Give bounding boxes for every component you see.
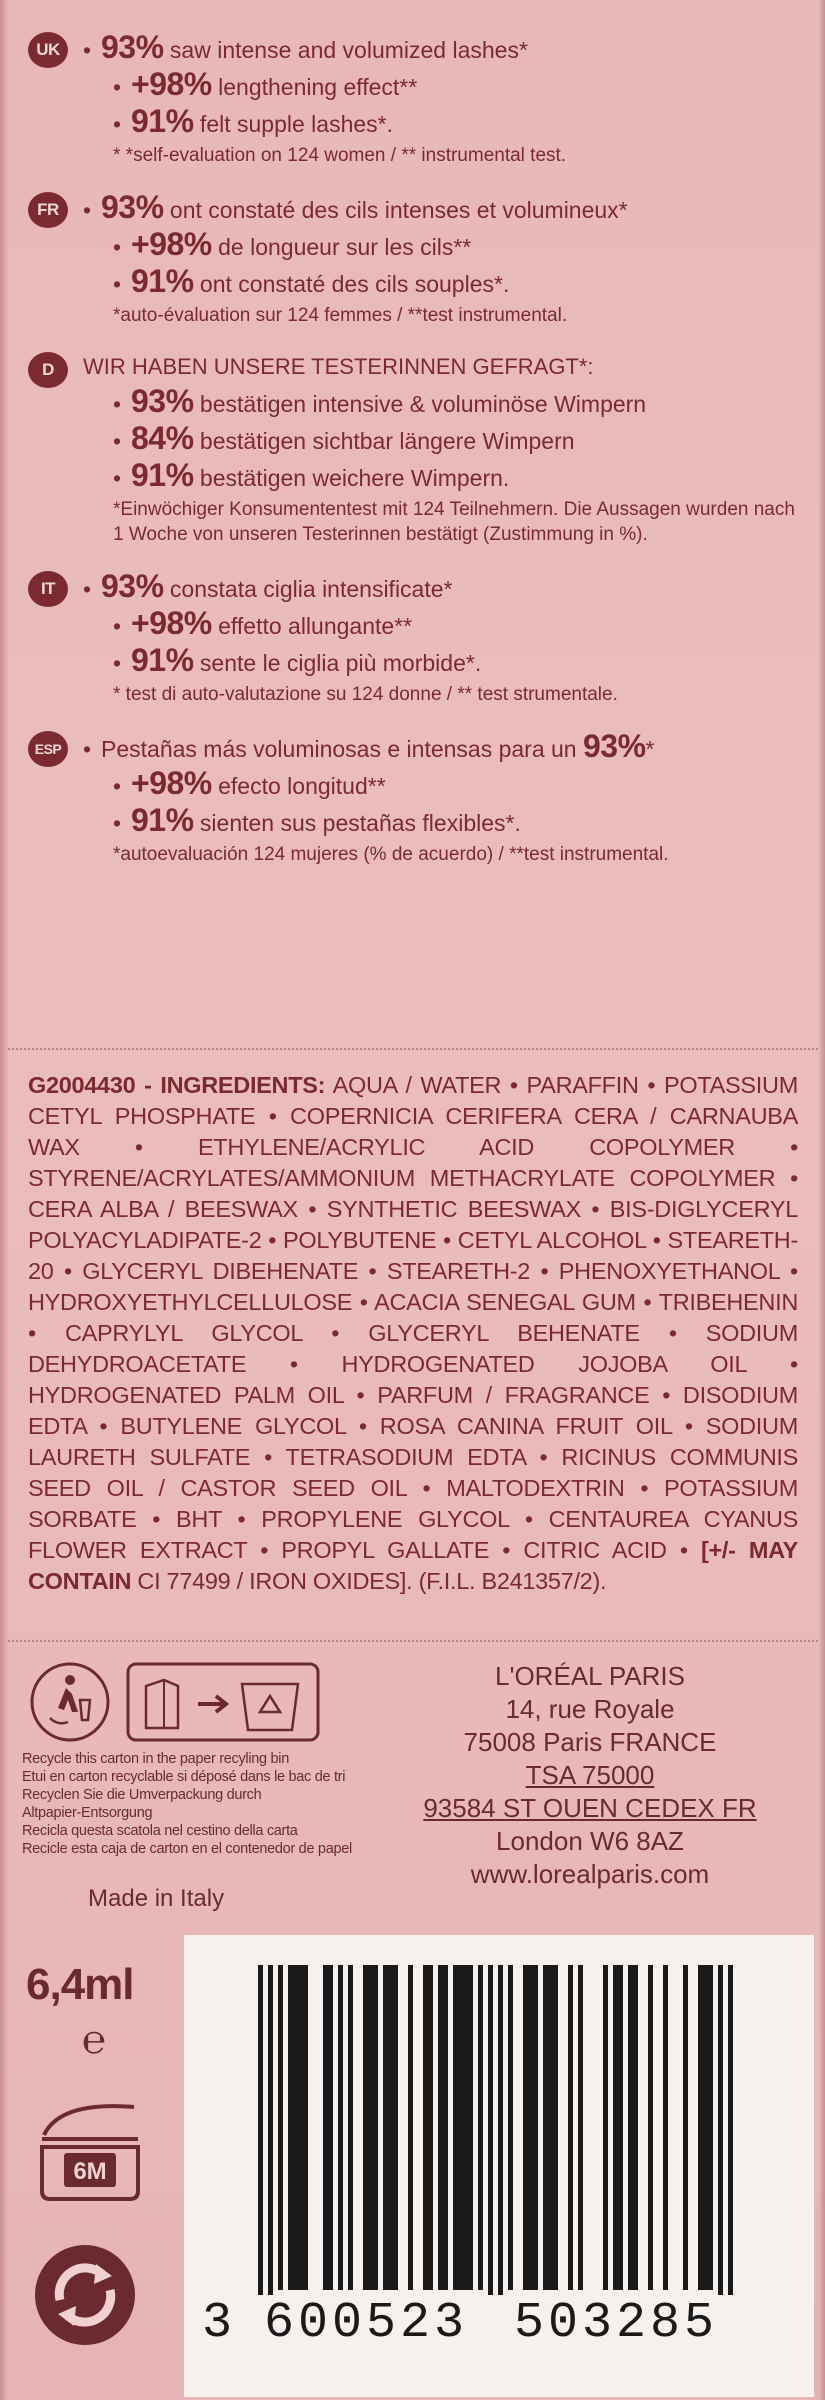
barcode-bar: [543, 1965, 548, 2290]
may-contain-label: [+/- MAY CONTAIN: [28, 1537, 798, 1594]
barcode-bar: [293, 1965, 298, 2290]
claims-de: [28, 350, 808, 547]
box-edge-left: [0, 0, 8, 2400]
claims-it: [28, 569, 808, 707]
language-badge-de: D: [28, 352, 68, 388]
barcode-bar: [458, 1965, 463, 2290]
barcode-bar: [703, 1965, 708, 2290]
dotted-divider: [8, 1640, 818, 1642]
claim-line: • 91% sente le ciglia più morbide*.: [113, 642, 482, 678]
barcode-bar: [258, 1965, 263, 2295]
claims-uk: [28, 30, 808, 168]
address-london: London W6 8AZ: [496, 1826, 684, 1856]
ingredients-tail: CI 77499 / IRON OXIDES]. (F.I.L. B241357/2).: [131, 1568, 607, 1594]
claim-line: • 91% bestätigen weichere Wimpern.: [113, 457, 510, 493]
barcode-bar: [363, 1965, 368, 2290]
claim-line: • 93% constata ciglia intensificate*: [83, 568, 453, 604]
claim-line: • +98% efecto longitud**: [113, 765, 386, 801]
barcode-bar: [683, 1965, 688, 2290]
barcode-bar: [423, 1965, 428, 2290]
claim-line: • +98% de longueur sur les cils**: [113, 226, 472, 262]
barcode-bar: [508, 1965, 513, 2290]
barcode-bar: [478, 1965, 483, 2290]
address-street: 14, rue Royale: [505, 1694, 675, 1724]
claim-line: • 93% ont constaté des cils intenses et volumineux*: [83, 189, 628, 225]
barcode-bar: [533, 1965, 538, 2290]
recycling-instructions: [22, 1750, 442, 1858]
barcode-bar: [568, 1965, 573, 2290]
barcode-bar: [453, 1965, 458, 2290]
language-badge-fr: FR: [28, 192, 68, 228]
claim-footnote: *Einwöchiger Konsumententest mit 124 Teilnehmern. Die Aussagen wurden nach 1 Woche von unseren Testerinnen bestätigt (Zustimmung in %).: [113, 499, 795, 545]
address-cedex: 93584 ST OUEN CEDEX FR: [423, 1793, 757, 1823]
claim-line: • 91% ont constaté des cils souples*.: [113, 263, 510, 299]
claim-line: • +98% effetto allungante**: [113, 605, 413, 641]
language-badge-uk: UK: [28, 32, 68, 68]
period-after-opening-icon: [30, 2095, 150, 2210]
barcode-bar: [618, 1965, 623, 2290]
claim-footnote: * *self-evaluation on 124 women / ** instrumental test.: [113, 145, 567, 166]
barcode-bar: [393, 1965, 398, 2290]
barcode-bar: [443, 1965, 448, 2290]
barcode-bar: [328, 1965, 333, 2290]
claim-line: • 93% bestätigen intensive & voluminöse Wimpern: [113, 383, 647, 419]
barcode-bar: [468, 1965, 473, 2290]
ingredients-items: AQUA / WATER • PARAFFIN • POTASSIUM CETYL PHOSPHATE • COPERNICIA CERIFERA CERA / CARNAUBA WAX • ETHYLENE/ACRYLIC ACID COPOLYMER • STYRENE/ACRYLATES/AMMONIUM METHACRYLATE COPOLYMER • CERA ALBA / BEESWAX • SYNTHETIC BEESWAX • BIS-DIGLYCERYL POLYACYLADIPATE-2 • POLYBUTENE • CETYL ALCOHOL • STEARETH-20 • GLYCERYL DIBEHENATE • STEARETH-2 • PHENOXYETHANOL • HYDROXYETHYLCELLULOSE • ACACIA SENEGAL GUM • TRIBEHENIN • CAPRYLYL GLYCOL • GLYCERYL BEHENATE • SODIUM DEHYDROACETATE • HYDROGENATED JOJOBA OIL • HYDROGENATED PALM OIL • PARFUM / FRAGRANCE • DISODIUM EDTA • BUTYLENE GLYCOL • ROSA CANINA FRUIT OIL • SODIUM LAURETH SULFATE • TETRASODIUM EDTA • RICINUS COMMUNIS SEED OIL / CASTOR SEED OIL • MALTODEXTRIN • POTASSIUM SORBATE • BHT • PROPYLENE GLYCOL • CENTAUREA CYANUS FLOWER EXTRACT • PROPYL GALLATE • CITRIC ACID •: [28, 1072, 798, 1563]
barcode-bar: [628, 1965, 633, 2290]
barcode-bar: [388, 1965, 393, 2290]
barcode-bar: [648, 1965, 653, 2290]
barcode-left-digits: 600523: [264, 2295, 469, 2352]
address-tsa: TSA 75000: [525, 1760, 655, 1790]
ingredients-list: [28, 1070, 798, 1597]
barcode-bar: [523, 1965, 528, 2290]
barcode-bar: [463, 1965, 468, 2290]
barcode-bar: [298, 1965, 303, 2290]
barcode-first-digit: 3: [202, 2295, 237, 2352]
address-city: 75008 Paris FRANCE: [463, 1727, 717, 1757]
claims-section: [28, 30, 808, 867]
estimated-sign-icon: ℮: [82, 2018, 107, 2062]
barcode-right-digits: 503285: [514, 2295, 719, 2352]
barcode-bars: [184, 1935, 814, 2295]
barcode-bar: [373, 1965, 378, 2290]
barcode-bar: [718, 1965, 723, 2295]
barcode-bar: [663, 1965, 668, 2290]
address-company: L'ORÉAL PARIS: [495, 1661, 685, 1691]
claim-line: • Pestañas más voluminosas e intensas para un 93%*: [83, 728, 655, 764]
barcode-bar: [633, 1965, 638, 2290]
address-website: www.lorealparis.com: [470, 1859, 710, 1889]
claim-footnote: *auto-évaluation sur 124 femmes / **test instrumental.: [113, 305, 568, 326]
language-badge-esp: ESP: [28, 731, 68, 767]
claim-line: • +98% lengthening effect**: [113, 66, 418, 102]
made-in: Made in Italy: [88, 1885, 225, 1912]
claim-line: • 91% felt supple lashes*.: [113, 103, 393, 139]
recycling-line: Altpapier-Entsorgung: [22, 1805, 153, 1821]
barcode-bar: [338, 1965, 343, 2290]
barcode-bar: [498, 1965, 503, 2295]
manufacturer-address: [380, 1660, 800, 1891]
recycling-line: Recycle this carton in the paper recyling bin: [22, 1751, 289, 1767]
barcode-bar: [708, 1965, 713, 2290]
barcode-bar: [698, 1965, 703, 2290]
recycling-line: Recicla questa scatola nel cestino della carta: [22, 1823, 298, 1839]
barcode-bar: [528, 1965, 533, 2290]
recycling-line: Recyclen Sie die Umverpackung durch: [22, 1787, 262, 1803]
claim-line: • 93% saw intense and volumized lashes*: [83, 29, 528, 65]
barcode-bar: [303, 1965, 308, 2290]
barcode-bar: [428, 1965, 433, 2290]
barcode-bar: [728, 1965, 733, 2295]
language-badge-it: IT: [28, 571, 68, 607]
claims-esp: [28, 729, 808, 867]
barcode-bar: [288, 1965, 293, 2290]
barcode-bar: [603, 1965, 608, 2290]
barcode-bar: [408, 1965, 413, 2290]
claim-footnote: * test di auto-valutazione su 124 donne / ** test strumentale.: [113, 684, 618, 705]
claim-heading: WIR HABEN UNSERE TESTERINNEN GEFRAGT*:: [83, 354, 594, 379]
barcode-bar: [548, 1965, 553, 2290]
barcode-bar: [488, 1965, 493, 2295]
recycling-line: Etui en carton recyclable si déposé dans le bac de tri: [22, 1769, 346, 1785]
claim-footnote: *autoevaluación 124 mujeres (% de acuerdo) / **test instrumental.: [113, 844, 669, 865]
barcode-bar: [553, 1965, 558, 2290]
barcode-bar: [368, 1965, 373, 2290]
barcode-bar: [323, 1965, 328, 2290]
claim-line: • 84% bestätigen sichtbar längere Wimpern: [113, 420, 575, 456]
ingredients-code: G2004430 - INGREDIENTS:: [28, 1072, 326, 1098]
volume-label: 6,4ml: [26, 1960, 134, 2009]
barcode-bar: [438, 1965, 443, 2290]
barcode-bar: [278, 1965, 283, 2290]
box-edge-right: [819, 0, 825, 2400]
recycling-line: Recicle esta caja de carton en el contenedor de papel: [22, 1841, 352, 1857]
claims-fr: [28, 190, 808, 328]
pao-text: 6M: [73, 2158, 107, 2185]
barcode-bar: [613, 1965, 618, 2290]
barcode-bar: [348, 1965, 353, 2290]
barcode: [184, 1935, 814, 2397]
dotted-divider: [8, 1048, 818, 1050]
barcode-bar: [268, 1965, 273, 2295]
claim-line: • 91% sienten sus pestañas flexibles*.: [113, 802, 521, 838]
barcode-bar: [383, 1965, 388, 2290]
recycle-loop-icon: [30, 2240, 140, 2355]
barcode-bar: [578, 1965, 583, 2290]
